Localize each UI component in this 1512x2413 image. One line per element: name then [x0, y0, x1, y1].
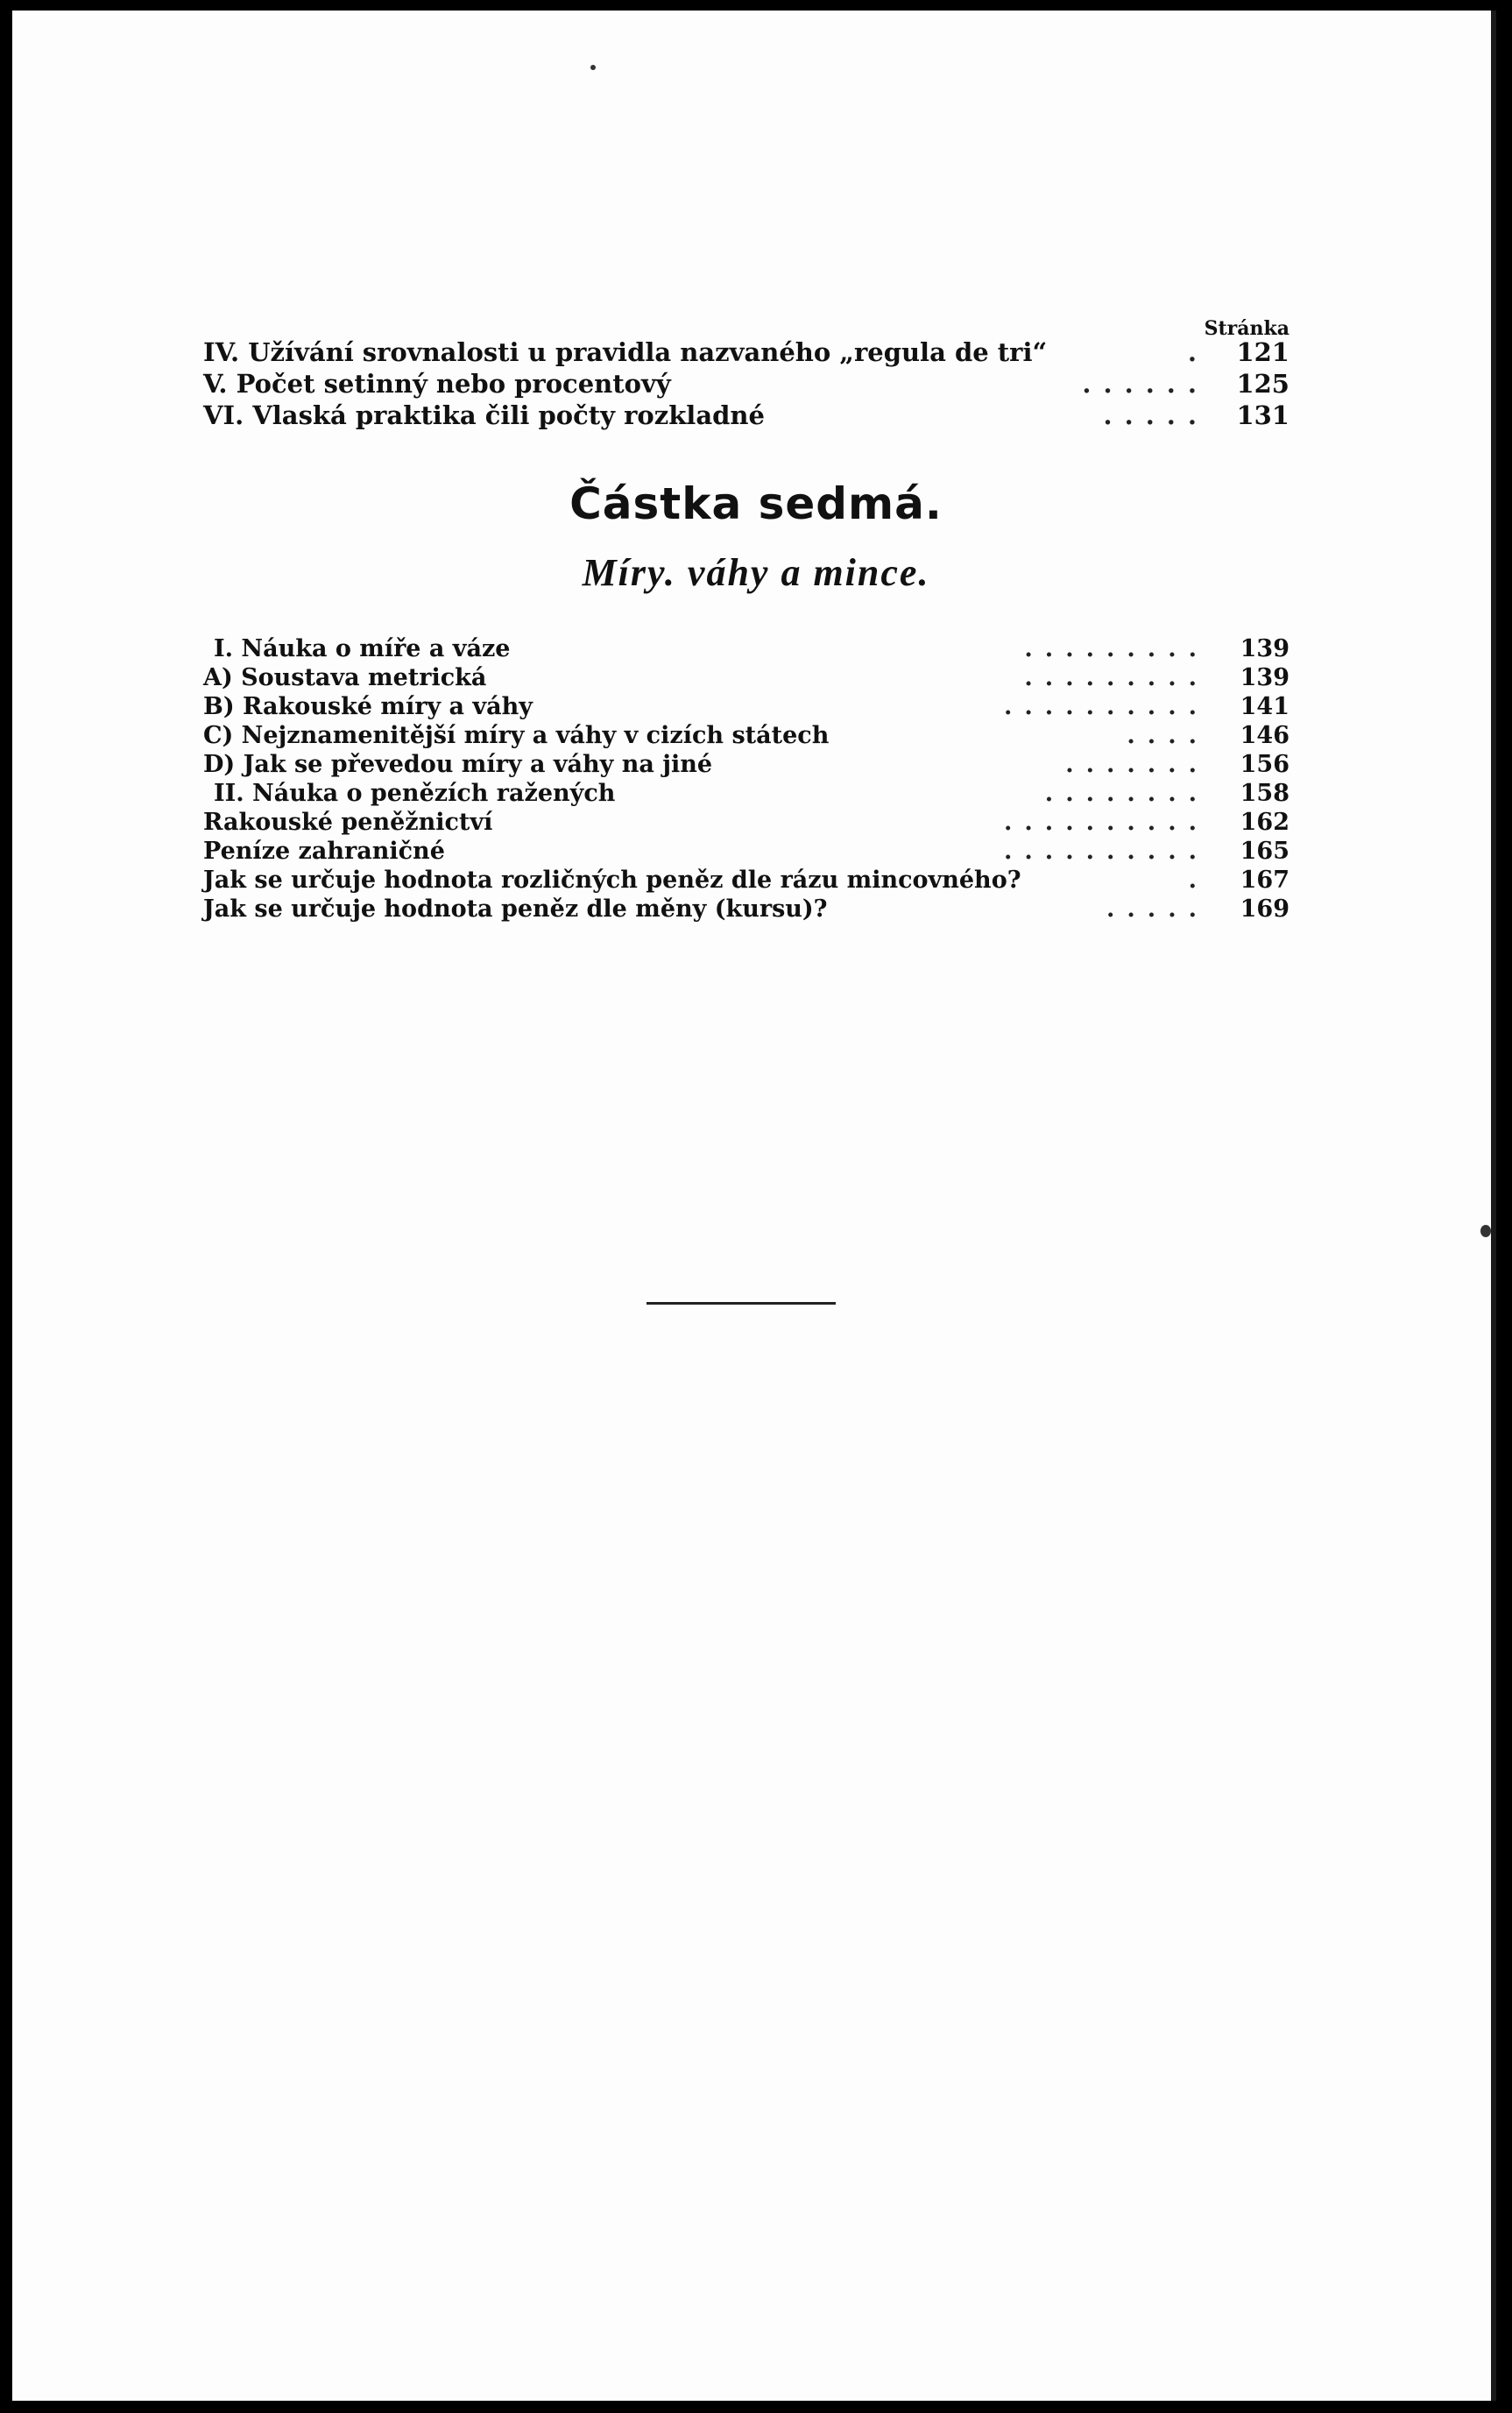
toc-entry-label: Jak se určuje hodnota rozličných peněz dle rázu mincovného? [203, 867, 1021, 894]
toc-page-number: 158 [1240, 780, 1289, 807]
toc-entry [203, 400, 1289, 431]
toc-page-number: 162 [1240, 809, 1289, 836]
toc-leader-dots: .......... [1004, 838, 1209, 865]
closing-rule [646, 1302, 836, 1305]
toc-leader-dots: ...... [1082, 369, 1209, 399]
toc-entry [203, 368, 1289, 400]
toc-page-number: 131 [1236, 400, 1289, 430]
toc-page-number: 156 [1240, 751, 1289, 778]
toc-entry [203, 634, 1289, 663]
toc-entry-label: IV. Užívání srovnalosti u pravidla nazvaného „regula de tri“ [203, 337, 1048, 367]
toc-entry [203, 837, 1289, 866]
toc-entry [203, 779, 1289, 808]
page-column-label: Stránka [1204, 317, 1289, 340]
toc-entry-label: A) Soustava metrická [203, 664, 487, 691]
toc-leader-dots: . [1187, 337, 1209, 367]
toc-page-number: 146 [1240, 722, 1289, 749]
toc-entry-label: B) Rakouské míry a váhy [203, 693, 533, 720]
toc-entry-label: C) Nejznamenitější míry a váhy v cizích státech [203, 722, 830, 749]
toc-leader-dots: ..... [1106, 895, 1209, 923]
toc-entry-label: D) Jak se převedou míry a váhy na jiné [203, 751, 713, 778]
part-subheading: Míry. váhy a mince. [582, 551, 930, 594]
toc-entry [203, 336, 1289, 368]
toc-page-number: 169 [1240, 895, 1289, 923]
toc-page-number: 139 [1240, 664, 1289, 691]
toc-entry-label: V. Počet setinný nebo procentový [203, 369, 671, 399]
toc-leader-dots: .......... [1004, 693, 1209, 720]
part-heading: Částka sedmá. [569, 478, 943, 529]
toc-leader-dots: ......... [1024, 635, 1209, 662]
toc-entry [203, 721, 1289, 750]
toc-entry-label: Jak se určuje hodnota peněz dle měny (kursu)? [203, 895, 828, 923]
toc-section-a [203, 336, 1289, 431]
toc-leader-dots: ..... [1103, 400, 1209, 430]
toc-leader-dots: ....... [1065, 751, 1209, 778]
toc-page-number: 139 [1240, 635, 1289, 662]
toc-leader-dots: ......... [1024, 664, 1209, 691]
toc-entry-label: VI. Vlaská praktika čili počty rozkladné [203, 400, 765, 430]
toc-entry [203, 663, 1289, 692]
toc-section-b [203, 634, 1289, 923]
toc-entry [203, 866, 1289, 895]
toc-entry-label: Peníze zahraničné [203, 838, 445, 865]
toc-entry-label: Rakouské peněžnictví [203, 809, 493, 836]
toc-leader-dots: . [1188, 867, 1209, 894]
toc-page-number: 141 [1240, 693, 1289, 720]
print-speck [1480, 1225, 1491, 1237]
toc-leader-dots: .... [1127, 722, 1209, 749]
toc-page-number: 121 [1236, 337, 1289, 367]
toc-entry-label: I. Náuka o míře a váze [214, 635, 511, 662]
toc-entry-label: II. Náuka o penězích ražených [214, 780, 616, 807]
toc-entry [203, 750, 1289, 779]
toc-leader-dots: ........ [1044, 780, 1209, 807]
toc-page-number: 125 [1236, 369, 1289, 399]
toc-entry [203, 808, 1289, 837]
toc-page-number: 167 [1240, 867, 1289, 894]
toc-entry [203, 895, 1289, 923]
toc-entry [203, 692, 1289, 721]
print-speck [590, 65, 596, 70]
toc-page-number: 165 [1240, 838, 1289, 865]
toc-leader-dots: .......... [1004, 809, 1209, 836]
